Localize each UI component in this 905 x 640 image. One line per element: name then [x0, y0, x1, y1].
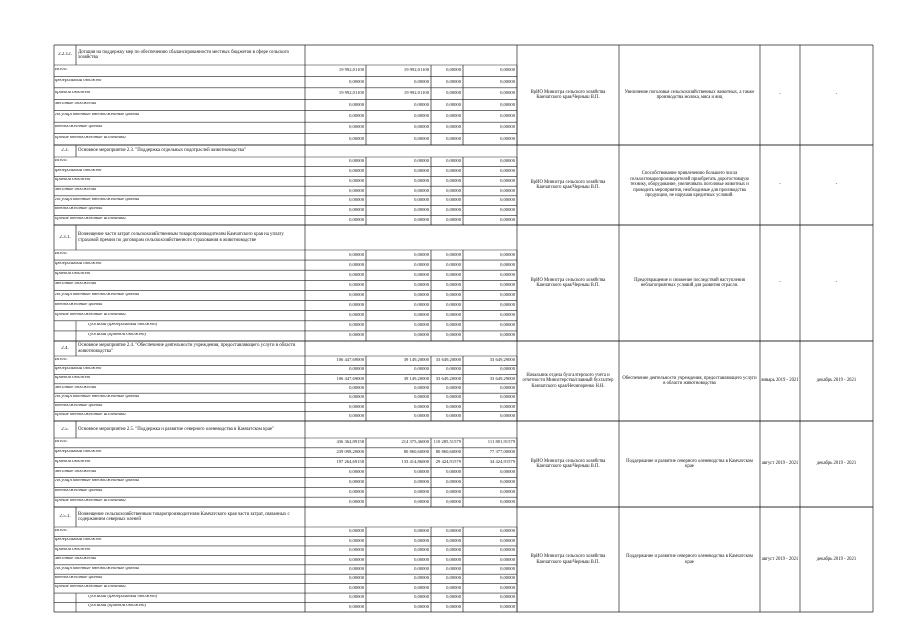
amount-cell: 0,00000: [349, 293, 364, 297]
end-date-cell: декабрь 2019 - 2021: [816, 556, 857, 562]
amount-cell: 0,00000: [349, 198, 364, 203]
amount-cell: 0,00000: [349, 413, 364, 418]
end-date-cell: -: [835, 280, 838, 286]
amount-cell: 33 649,29000: [489, 358, 515, 363]
amount-cell: 0,00000: [414, 313, 429, 318]
amount-cell: 0,00000: [500, 595, 515, 600]
amount-cell: 110 285,51579: [433, 440, 461, 445]
amount-cell: 0,00000: [500, 252, 515, 257]
executor-cell: ВрИО Министра сельского хозяйства Камчатского края/Черныш В.П.: [530, 89, 606, 100]
amount-cell: 0,00000: [500, 529, 515, 534]
amount-cell: 80 860,60000: [435, 450, 461, 455]
section-title: Основное мероприятие 2.4. "Обеспечение деятельности учреждения, предоставляющего услуги в области животноводства": [78, 343, 296, 354]
row-label: прочие внебюджетные источники: [55, 136, 126, 141]
amount-cell: 19 992,01100: [338, 68, 364, 73]
row-label: федеральный бюджет: [55, 168, 102, 173]
amount-cell: 0,00000: [446, 604, 461, 609]
amount-cell: 0,00000: [500, 293, 515, 297]
amount-cell: 0,00000: [446, 386, 461, 390]
amount-cell: 39 149,20000: [403, 376, 429, 381]
amount-cell: 0,00000: [349, 585, 364, 590]
amount-cell: 29 424,91579: [435, 460, 461, 465]
result-cell: Поддержание и развитие северного оленеводства в Камчатском крае: [626, 458, 753, 469]
amount-cell: 34 424,91579: [489, 460, 515, 465]
amount-cell: 0,00000: [349, 529, 364, 534]
amount-cell: 0,00000: [446, 413, 461, 418]
amount-cell: 0,00000: [446, 217, 461, 222]
amount-cell: 0,00000: [500, 217, 515, 222]
row-label: федеральный бюджет: [55, 449, 102, 454]
amount-cell: 19 992,01100: [403, 91, 429, 96]
amount-cell: 0,00000: [349, 125, 364, 130]
amount-cell: 0,00000: [500, 367, 515, 372]
row-label: федеральный бюджет: [55, 262, 102, 267]
amount-cell: 0,00000: [500, 313, 515, 318]
amount-cell: 0,00000: [349, 79, 364, 84]
end-date-cell: -: [835, 182, 838, 188]
executor-cell: Начальник отдела бухгалтерского учета и отчетности Министерства/главный бухгалтер Камчатского края/Нечипоренко Н.Н.: [522, 372, 614, 389]
row-label: прочие внебюджетные источники: [55, 499, 126, 504]
section-title: Возмещение сельскохозяйственным товаропроизводителям Камчатского края части затрат, связанных с содержанием северных оленей: [78, 511, 290, 522]
amount-cell: 0,00000: [349, 548, 364, 553]
row-label: государственные внебюджетные фонды: [55, 197, 140, 202]
amount-cell: 0,00000: [446, 169, 461, 174]
amount-cell: 0,00000: [446, 198, 461, 203]
amount-cell: 0,00000: [414, 567, 429, 571]
amount-cell: 0,00000: [500, 136, 515, 141]
section-code: 2.3.1.: [59, 234, 71, 240]
amount-cell: 0,00000: [446, 262, 461, 267]
row-label: федеральный бюджет: [55, 366, 102, 371]
row-label: государственные внебюджетные фонды: [55, 394, 140, 399]
amount-cell: 0,00000: [500, 470, 515, 474]
row-label: субсидии (федеральный бюджет): [88, 594, 158, 599]
row-label: краевой бюджет: [55, 459, 91, 464]
row-label: Всего:: [55, 158, 68, 163]
amount-cell: 0,00000: [349, 489, 364, 494]
amount-cell: 0,00000: [414, 557, 429, 562]
amount-cell: 0,00000: [349, 499, 364, 504]
amount-cell: 0,00000: [349, 262, 364, 267]
row-label: субсидии (краевой бюджет): [88, 604, 147, 609]
section-title: Основное мероприятие 2.5. "Поддержка и развитие северного оленеводства в Камчатском крае": [78, 426, 275, 432]
result-cell: Предотвращение и снижение последствий наступления неблагоприятных условий для развития отрасли.: [634, 277, 745, 288]
amount-cell: 0,00000: [414, 178, 429, 183]
amount-cell: 0,00000: [349, 178, 364, 183]
amount-cell: 33 649,20000: [435, 376, 461, 381]
amount-cell: 0,00000: [349, 386, 364, 390]
amount-cell: 0,00000: [446, 136, 461, 141]
amount-cell: 0,00000: [349, 207, 364, 212]
end-date-cell: декабрь 2019 - 2021: [816, 378, 857, 384]
row-label: местные бюджеты: [55, 188, 97, 192]
amount-cell: 197 264,69158: [336, 460, 364, 465]
section-code: 2.5.: [61, 426, 69, 432]
result-cell: Поддержание и развитие северного оленеводства в Камчатском крае: [626, 554, 753, 565]
start-date-cell: -: [779, 182, 781, 188]
amount-cell: 0,00000: [414, 113, 429, 118]
amount-cell: 0,00000: [349, 136, 364, 141]
amount-cell: 0,00000: [446, 207, 461, 212]
amount-cell: 0,00000: [349, 470, 364, 474]
amount-cell: 0,00000: [414, 395, 429, 400]
row-label: краевой бюджет: [55, 376, 91, 381]
row-label: местные бюджеты: [55, 102, 97, 106]
amount-cell: 0,00000: [414, 188, 429, 193]
end-date-cell: -: [835, 92, 838, 98]
amount-cell: 0,00000: [414, 489, 429, 494]
amount-cell: 133 414,86000: [401, 460, 429, 465]
row-label: внебюджетные фонды: [55, 302, 103, 307]
amount-cell: 239 098,20000: [336, 450, 364, 455]
row-label: внебюджетные фонды: [55, 207, 103, 212]
amount-cell: 0,00000: [414, 585, 429, 590]
amount-cell: 0,00000: [414, 79, 429, 84]
amount-cell: 214 375,46000: [401, 440, 429, 445]
result-cell: Обеспечение деятельности учреждения, предоставляющего услуги в области животноводства: [622, 375, 757, 386]
amount-cell: 0,00000: [414, 333, 429, 338]
amount-cell: 0,00000: [414, 576, 429, 581]
amount-cell: 0,00000: [349, 303, 364, 308]
amount-cell: 0,00000: [349, 102, 364, 107]
amount-cell: 0,00000: [414, 529, 429, 534]
amount-cell: 0,00000: [446, 91, 461, 96]
row-label: субсидии (краевой бюджет): [88, 332, 147, 337]
amount-cell: 0,00000: [414, 293, 429, 297]
amount-cell: 0,00000: [349, 333, 364, 338]
amount-cell: 0,00000: [414, 217, 429, 222]
amount-cell: 0,00000: [446, 282, 461, 287]
amount-cell: 0,00000: [446, 323, 461, 328]
result-cell: Увеличение поголовья сельскохозяйственных животных, а также производства молока, мяса и яиц: [624, 89, 755, 100]
result-cell: Способствование привлечению большего числа сельхозтоваропроизводителей приобретать дорогостоящую технику, оборудование, увеличивать поголовье животных и проводить мероприятия, необходимые для производства продукции, не нарушая кредитных условий.: [630, 171, 749, 199]
amount-cell: 0,00000: [446, 567, 461, 571]
row-label: Всего:: [55, 357, 68, 362]
amount-cell: 0,00000: [446, 538, 461, 543]
amount-cell: 0,00000: [349, 479, 364, 484]
amount-cell: 0,00000: [446, 499, 461, 504]
amount-cell: 0,00000: [446, 252, 461, 257]
amount-cell: 0,00000: [414, 604, 429, 609]
amount-cell: 0,00000: [500, 567, 515, 571]
amount-cell: 0,00000: [349, 367, 364, 372]
amount-cell: 0,00000: [349, 282, 364, 287]
amount-cell: 0,00000: [349, 323, 364, 328]
amount-cell: 0,00000: [414, 169, 429, 174]
amount-cell: 0,00000: [500, 303, 515, 308]
amount-cell: 0,00000: [500, 79, 515, 84]
row-label: Всего:: [55, 252, 68, 257]
row-label: государственные внебюджетные фонды: [55, 113, 140, 118]
amount-cell: 0,00000: [500, 282, 515, 287]
start-date-cell: -: [779, 92, 781, 98]
section-code: 2.2.12.: [58, 52, 72, 57]
amount-cell: 0,00000: [414, 548, 429, 553]
amount-cell: 0,00000: [500, 272, 515, 277]
amount-cell: 0,00000: [414, 198, 429, 203]
amount-cell: 0,00000: [414, 303, 429, 308]
amount-cell: 0,00000: [414, 413, 429, 418]
amount-cell: 0,00000: [446, 79, 461, 84]
amount-cell: 0,00000: [446, 479, 461, 484]
amount-cell: 0,00000: [500, 386, 515, 390]
amount-cell: 19 992,01100: [338, 91, 364, 96]
amount-cell: 0,00000: [446, 529, 461, 534]
start-date-cell: август 2019 - 2021: [761, 461, 799, 467]
executor-cell: ВрИО Министра сельского хозяйства Камчатского края/Черныш В.П.: [530, 179, 606, 190]
amount-cell: 0,00000: [500, 323, 515, 328]
amount-cell: 77 377,00000: [489, 450, 515, 455]
row-label: внебюджетные фонды: [55, 124, 103, 129]
start-date-cell: -: [779, 280, 781, 286]
amount-cell: 0,00000: [500, 102, 515, 107]
amount-cell: 0,00000: [349, 272, 364, 277]
amount-cell: 0,00000: [500, 198, 515, 203]
amount-cell: 0,00000: [446, 585, 461, 590]
row-label: внебюджетные фонды: [55, 489, 103, 494]
amount-cell: 0,00000: [500, 576, 515, 581]
section-code: 2.5.1.: [59, 514, 71, 519]
row-label: государственные внебюджетные фонды: [55, 292, 140, 297]
amount-cell: 0,00000: [349, 252, 364, 257]
amount-cell: 0,00000: [414, 207, 429, 212]
amount-cell: 0,00000: [500, 404, 515, 409]
section-code: 2.4.: [61, 345, 69, 351]
amount-cell: 0,00000: [446, 557, 461, 562]
row-label: краевой бюджет: [55, 178, 91, 183]
amount-cell: 0,00000: [349, 395, 364, 400]
executor-cell: ВрИО Министра сельского хозяйства Камчатского края/Черныш В.П.: [530, 277, 606, 288]
row-label: местные бюджеты: [55, 469, 97, 474]
amount-cell: 0,00000: [414, 470, 429, 474]
row-label: местные бюджеты: [55, 385, 97, 390]
amount-cell: 0,00000: [414, 367, 429, 372]
amount-cell: 0,00000: [500, 188, 515, 193]
amount-cell: 0,00000: [349, 567, 364, 571]
amount-cell: 0,00000: [414, 252, 429, 257]
amount-cell: 0,00000: [414, 404, 429, 409]
amount-cell: 0,00000: [446, 395, 461, 400]
amount-cell: 0,00000: [500, 113, 515, 118]
amount-cell: 80 860,60000: [403, 450, 429, 455]
amount-cell: 0,00000: [500, 333, 515, 338]
amount-cell: 106 447,69000: [336, 376, 364, 381]
row-label: краевой бюджет: [55, 272, 91, 277]
amount-cell: 0,00000: [446, 404, 461, 409]
amount-cell: 0,00000: [446, 272, 461, 277]
amount-cell: 0,00000: [500, 604, 515, 609]
amount-cell: 0,00000: [446, 576, 461, 581]
amount-cell: 0,00000: [500, 169, 515, 174]
amount-cell: 0,00000: [500, 262, 515, 267]
row-label: государственные внебюджетные фонды: [55, 479, 140, 484]
row-label: местные бюджеты: [55, 282, 97, 287]
amount-cell: 0,00000: [414, 323, 429, 328]
amount-cell: 39 149,20000: [403, 358, 429, 363]
amount-cell: 0,00000: [349, 595, 364, 600]
amount-cell: 0,00000: [414, 479, 429, 484]
amount-cell: 0,00000: [414, 136, 429, 141]
amount-cell: 0,00000: [349, 188, 364, 193]
amount-cell: 33 649,20000: [435, 358, 461, 363]
amount-cell: 0,00000: [500, 499, 515, 504]
end-date-cell: декабрь 2019 - 2021: [816, 461, 857, 467]
amount-cell: 0,00000: [414, 272, 429, 277]
section-title: Основное мероприятие 2.3. "Поддержка отдельных подотраслей животноводства": [78, 148, 246, 154]
amount-cell: 0,00000: [349, 217, 364, 222]
amount-cell: 0,00000: [446, 102, 461, 107]
amount-cell: 0,00000: [446, 188, 461, 193]
amount-cell: 0,00000: [500, 489, 515, 494]
amount-cell: 0,00000: [500, 125, 515, 130]
amount-cell: 0,00000: [446, 489, 461, 494]
amount-cell: 0,00000: [446, 159, 461, 164]
executor-cell: ВрИО Министра сельского хозяйства Камчатского края/Черныш В.П.: [530, 458, 606, 469]
amount-cell: 0,00000: [349, 169, 364, 174]
amount-cell: 0,00000: [414, 262, 429, 267]
amount-cell: 0,00000: [500, 91, 515, 96]
amount-cell: 0,00000: [349, 159, 364, 164]
amount-cell: 0,00000: [414, 595, 429, 600]
amount-cell: 0,00000: [500, 538, 515, 543]
amount-cell: 0,00000: [500, 159, 515, 164]
row-label: Всего:: [55, 528, 68, 533]
amount-cell: 0,00000: [446, 367, 461, 372]
row-label: краевой бюджет: [55, 547, 91, 552]
row-label: Всего:: [55, 439, 68, 444]
amount-cell: 0,00000: [414, 159, 429, 164]
amount-cell: 0,00000: [349, 557, 364, 562]
amount-cell: 0,00000: [349, 313, 364, 318]
executor-cell: ВрИО Министра сельского хозяйства Камчатского края/Черныш В.П.: [530, 554, 606, 565]
amount-cell: 0,00000: [414, 102, 429, 107]
amount-cell: 0,00000: [500, 557, 515, 562]
amount-cell: 111 801,91579: [487, 440, 515, 445]
amount-cell: 0,00000: [414, 538, 429, 543]
section-code: 2.3.: [61, 148, 69, 153]
section-title: Дотация на поддержку мер по обеспечению сбалансированности местных бюджетов в сфере сельского хозяйства: [78, 49, 289, 60]
row-label: Всего:: [55, 67, 68, 72]
amount-cell: 0,00000: [446, 178, 461, 183]
section-title: Возмещение части затрат сельскохозяйственным товаропроизводителям Камчатского края на уплату страховой премии по договорам сельскохозяйственного страхования в животноводстве: [78, 232, 284, 243]
row-label: федеральный бюджет: [55, 79, 102, 84]
amount-cell: 0,00000: [446, 68, 461, 73]
amount-cell: 0,00000: [500, 178, 515, 183]
amount-cell: 0,00000: [500, 479, 515, 484]
amount-cell: 0,00000: [500, 395, 515, 400]
row-label: прочие внебюджетные источники: [55, 413, 126, 418]
amount-cell: 0,00000: [349, 113, 364, 118]
amount-cell: 0,00000: [446, 470, 461, 474]
amount-cell: 0,00000: [446, 303, 461, 308]
row-label: местные бюджеты: [55, 557, 97, 562]
amount-cell: 0,00000: [349, 576, 364, 581]
amount-cell: 0,00000: [446, 595, 461, 600]
row-label: прочие внебюджетные источники: [55, 217, 126, 222]
amount-cell: 0,00000: [500, 585, 515, 590]
amount-cell: 0,00000: [446, 293, 461, 297]
row-label: прочие внебюджетные источники: [55, 585, 126, 590]
amount-cell: 0,00000: [414, 125, 429, 130]
amount-cell: 0,00000: [446, 113, 461, 118]
amount-cell: 0,00000: [500, 207, 515, 212]
start-date-cell: январь 2019 - 2021: [761, 378, 799, 384]
row-label: внебюджетные фонды: [55, 404, 103, 409]
amount-cell: 0,00000: [349, 604, 364, 609]
start-date-cell: август 2019 - 2021: [761, 556, 799, 562]
row-label: краевой бюджет: [55, 90, 91, 95]
amount-cell: 0,00000: [349, 538, 364, 543]
amount-cell: 0,00000: [500, 413, 515, 418]
amount-cell: 0,00000: [446, 313, 461, 318]
amount-cell: 0,00000: [414, 386, 429, 390]
row-label: субсидии (федеральный бюджет): [88, 322, 158, 327]
amount-cell: 106 447,69000: [336, 358, 364, 363]
row-label: внебюджетные фонды: [55, 575, 103, 580]
amount-cell: 436 362,89158: [336, 440, 364, 445]
amount-cell: 19 992,01100: [403, 68, 429, 73]
amount-cell: 0,00000: [500, 548, 515, 553]
row-label: федеральный бюджет: [55, 538, 102, 543]
amount-cell: 0,00000: [446, 548, 461, 553]
row-label: прочие внебюджетные источники: [55, 312, 126, 317]
row-label: государственные внебюджетные фонды: [55, 566, 140, 571]
amount-cell: 0,00000: [446, 125, 461, 130]
amount-cell: 33 649,29000: [489, 376, 515, 381]
amount-cell: 0,00000: [446, 333, 461, 338]
amount-cell: 0,00000: [349, 404, 364, 409]
amount-cell: 0,00000: [414, 499, 429, 504]
amount-cell: 0,00000: [500, 68, 515, 73]
amount-cell: 0,00000: [414, 282, 429, 287]
